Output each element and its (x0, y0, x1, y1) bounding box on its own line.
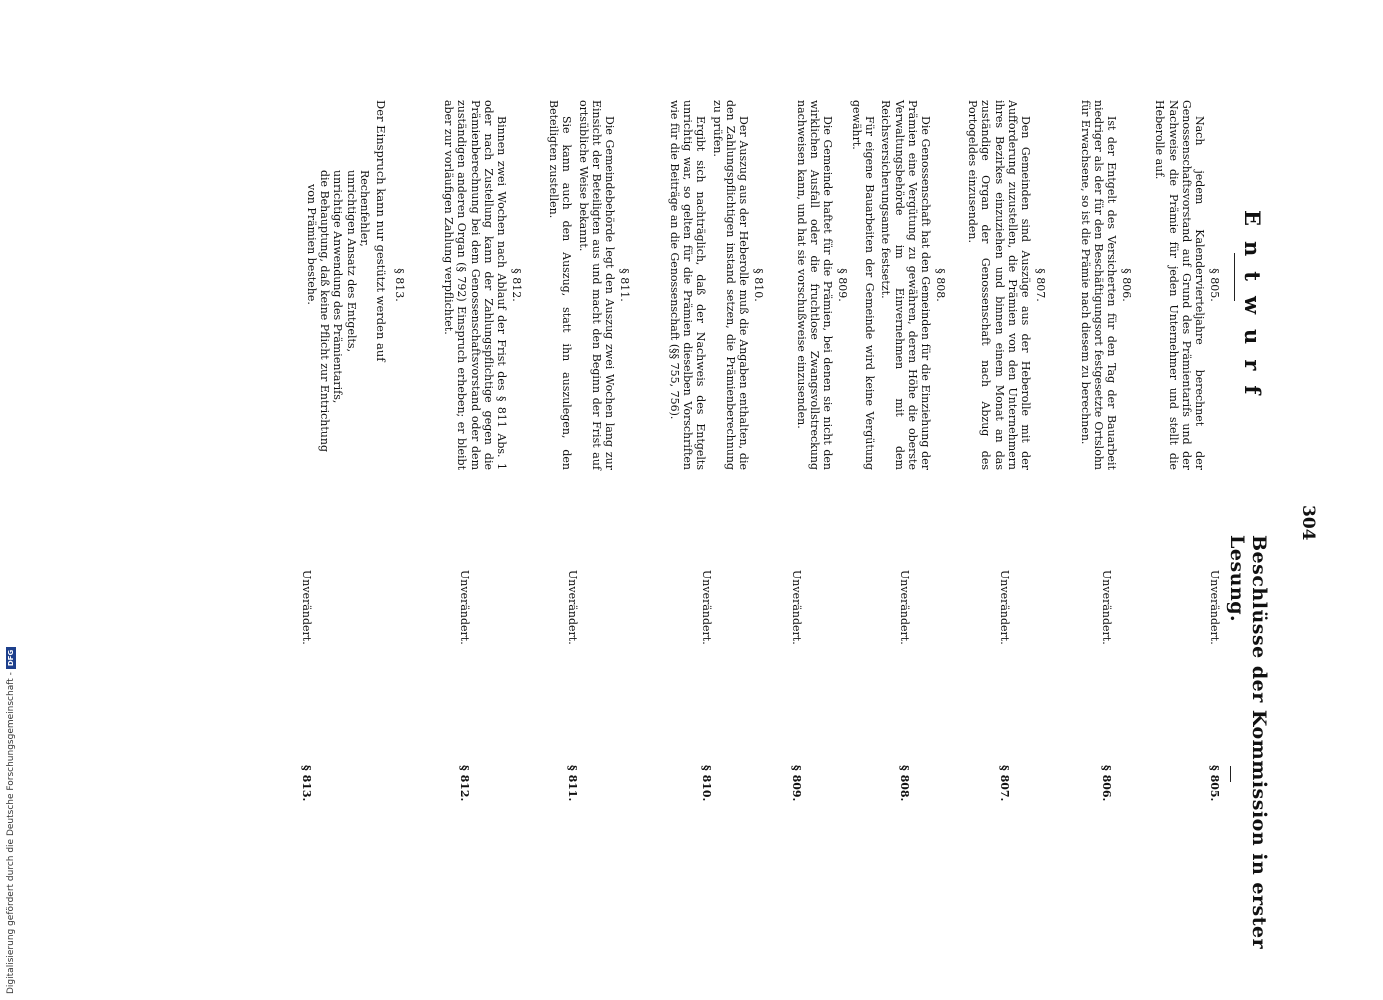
status-text: Unverändert. (700, 570, 713, 645)
section-807 (963, 100, 1047, 470)
section-number: § 811. (566, 765, 579, 802)
section-number: § 806. (1120, 268, 1133, 302)
section-number: § 810. (700, 765, 713, 802)
section-number: § 805. (1208, 765, 1221, 802)
section-811 (544, 100, 631, 470)
status-text: Unverändert. (1100, 570, 1113, 645)
list-item: unrichtigen Ansatz des Entgelts, (344, 170, 358, 353)
status-text: Unverändert. (566, 570, 579, 645)
section-text: Der Auszug aus der Heberolle muß die Angaben enthalten, die den Zahlungspflichtigen instand setzen, die Prämienberechnung zu prüfen. (710, 100, 750, 470)
section-812 (439, 100, 523, 470)
section-808 (847, 100, 947, 470)
objection-grounds-list (305, 170, 371, 470)
section-number: § 809. (790, 765, 803, 802)
section-813 (305, 100, 406, 470)
credit-text: Digitalisierung gefördert durch die Deutsche Forschungsgemeinschaft - (6, 672, 16, 994)
section-806 (1075, 100, 1133, 470)
status-text: Unverändert. (898, 570, 911, 645)
section-intro: Der Einspruch kann nur gestützt werden auf (374, 100, 388, 362)
section-text: Nach jedem Kalendervierteljahre berechnet der Genossenschaftsvorstand auf Grund des Prämientarifs und der Nachweise die Prämie für jeden Unternehmer und stellt die Heberolle auf. (1153, 100, 1206, 470)
section-number: § 813. (300, 765, 313, 802)
section-text: Ergibt sich nachträglich, daß der Nachweis des Entgelts unrichtig war, so gelten für die Prämien dieselben Vorschriften wie für die Beiträge an die Genossenschaft (§§ 755, 756). (667, 100, 708, 470)
status-text: Unverändert. (300, 570, 313, 645)
status-text: Unverändert. (790, 570, 803, 645)
section-text: Ist der Entgelt des Versicherten für den Tag der Bauarbeit niedriger als der für den Beschäftigungsort festgesetzte Ortslohn für Erwachsene, so ist die Prämie nach diesem zu berechnen. (1078, 100, 1118, 470)
right-column-heading: Beschlüsse der Kommission in erster Lesung. (1226, 535, 1270, 950)
section-809 (791, 100, 849, 470)
dfg-logo: DFG (6, 647, 16, 669)
status-text: Unverändert. (998, 570, 1011, 645)
section-number: § 812. (510, 268, 523, 302)
digitization-credit (6, 604, 20, 994)
section-number: § 809. (836, 268, 849, 302)
section-number: § 812. (458, 765, 471, 802)
heading-rule-right (1230, 766, 1231, 782)
section-text: Für eigene Bauarbeiten der Gemeinde wird keine Vergütung gewährt. (849, 100, 877, 470)
status-text: Unverändert. (458, 570, 471, 645)
section-805 (1150, 100, 1221, 470)
heading-rule (1234, 253, 1235, 301)
section-text: Binnen zwei Wochen nach Ablauf der Frist des § 811 Abs. 1 oder nach Zustellung kann der Zahlungspflichtige gegen die Prämienberechnung bei dem Genossenschaftsvorstand oder dem zuständigen anderen Organ (§ 792) Einspruch erheben; er bleibt aber zur vorläufigen Zahlung verpflichtet. (442, 100, 508, 470)
section-text: Den Gemeinden sind Auszüge aus der Heberolle mit der Aufforderung zuzustellen, die Prämien von den Unternehmern ihres Bezirkes einzuziehen und binnen einem Monat an das zuständige Organ der Genossenschaft nach Abzug des Portogeldes einzusenden. (966, 100, 1032, 470)
list-item: Rechenfehler, (357, 170, 371, 247)
section-number: § 808. (934, 268, 947, 302)
list-item: unrichtige Anwendung des Prämientarifs, (331, 170, 345, 404)
section-number: § 807. (998, 765, 1011, 802)
left-column-heading: Entwurf (1240, 210, 1265, 410)
list-item: von Prämien bestehe. (304, 184, 318, 305)
section-810 (665, 100, 765, 470)
section-number: § 805. (1208, 268, 1221, 302)
section-number: § 806. (1100, 765, 1113, 802)
list-item: die Behauptung, daß keine Pflicht zur Entrichtung (318, 170, 332, 453)
section-number: § 810. (752, 268, 765, 302)
section-number: § 813. (393, 268, 406, 302)
status-text: Unverändert. (1208, 570, 1221, 645)
section-text: Die Gemeinde haftet für die Prämien, bei denen sie nicht den wirklichen Ausfall oder die fruchtlose Zwangsvollstreckung nachweisen kann, und hat sie vorschußweise einzusenden. (794, 100, 834, 470)
section-text: Sie kann auch den Auszug, statt ihn auszulegen, den Beteiligten zustellen. (547, 100, 574, 470)
page-number: 304 (1298, 505, 1318, 541)
section-number: § 807. (1034, 268, 1047, 302)
section-number: § 808. (898, 765, 911, 802)
section-text: Die Gemeindebehörde legt den Auszug zwei Wochen lang zur Einsicht der Beteiligten aus und macht den Beginn der Frist auf ortsübliche Weise bekannt. (576, 100, 616, 470)
section-text: Die Genossenschaft hat den Gemeinden für die Einziehung der Prämien eine Vergütung zu gewähren, deren Höhe die oberste Verwaltungsbehörde im Einvernehmen mit dem Reichsversicherungsamte festsetzt. (879, 100, 932, 470)
section-number: § 811. (618, 268, 631, 302)
